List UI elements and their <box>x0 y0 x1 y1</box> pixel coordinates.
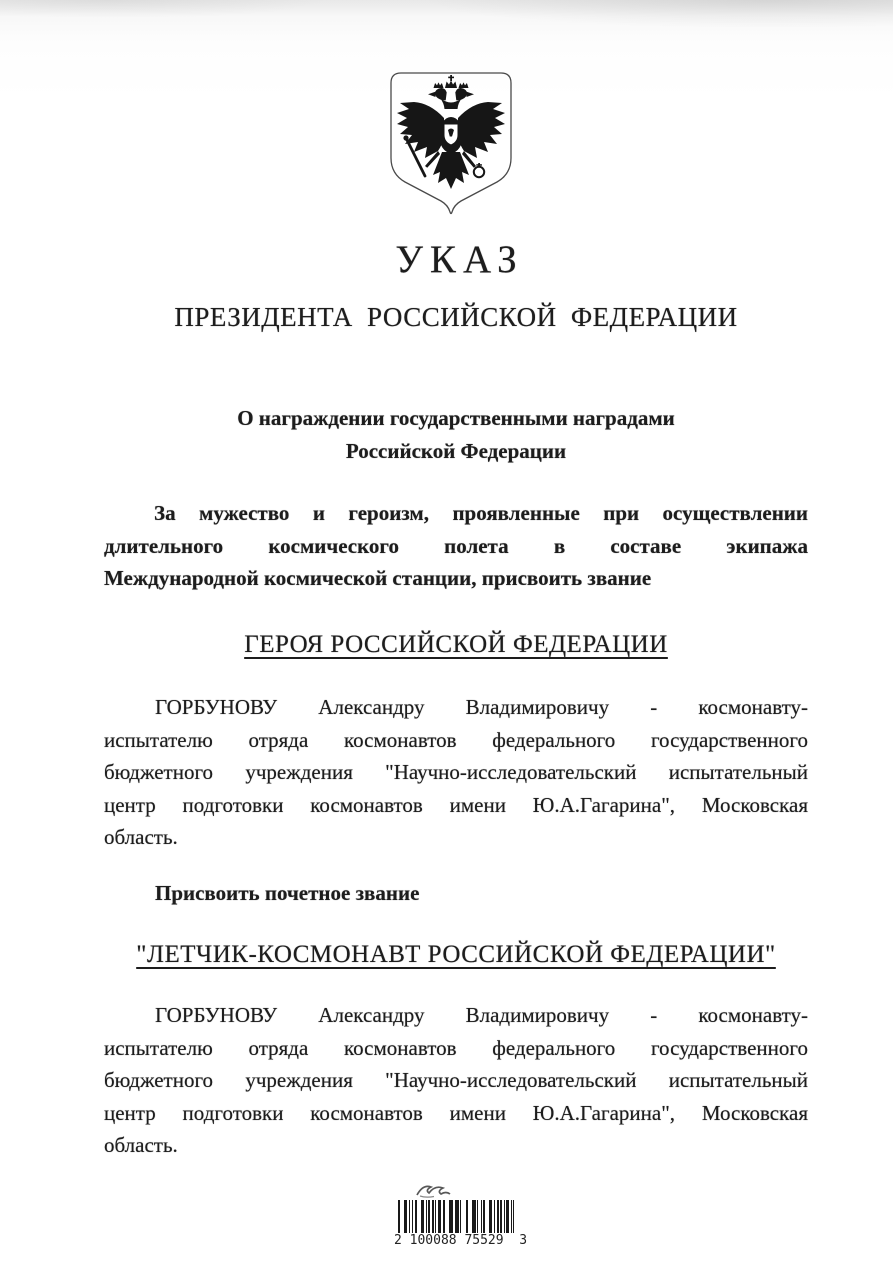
decree-preamble: За мужество и героизм, проявленные при осуществлении длительного космического полета в составе экипажа Международной космической станции, присвоить звание <box>104 501 808 590</box>
barcode-digits: 2 100088 75529 3 <box>394 1233 528 1248</box>
russia-coat-of-arms-icon <box>390 72 512 218</box>
award-title-pilot-cosmonaut: "ЛЕТЧИК-КОСМОНАВТ РОССИЙСКОЙ ФЕДЕРАЦИИ" <box>136 941 776 968</box>
barcode <box>394 1182 528 1248</box>
ink-mark-icon <box>414 1182 454 1199</box>
barcode-bars <box>398 1200 516 1233</box>
awardee-paragraph-hero: ГОРБУНОВУ Александру Владимировичу - космонавту- испытателю отряда космонавтов федерального государственного бюджетного учреждения "Научно-исследовательский испытательный центр подготовки космонавтов имени Ю.А.Гагарина", Московская область. <box>104 695 808 849</box>
award-title-hero: ГЕРОЯ РОССИЙСКОЙ ФЕДЕРАЦИИ <box>244 631 668 658</box>
awardee-paragraph-honorary: ГОРБУНОВУ Александру Владимировичу - космонавту- испытателю отряда космонавтов федерального государственного бюджетного учреждения "Научно-исследовательский испытательный центр подготовки космонавтов имени Ю.А.Гагарина", Московская область. <box>104 1003 808 1157</box>
decree-title: УКАЗ <box>395 238 524 281</box>
decree-subject: О награждении государственными наградами Российской Федерации <box>237 406 675 463</box>
decree-issuer: ПРЕЗИДЕНТА РОССИЙСКОЙ ФЕДЕРАЦИИ <box>174 302 738 332</box>
honorary-title-lead: Присвоить почетное звание <box>155 881 420 905</box>
